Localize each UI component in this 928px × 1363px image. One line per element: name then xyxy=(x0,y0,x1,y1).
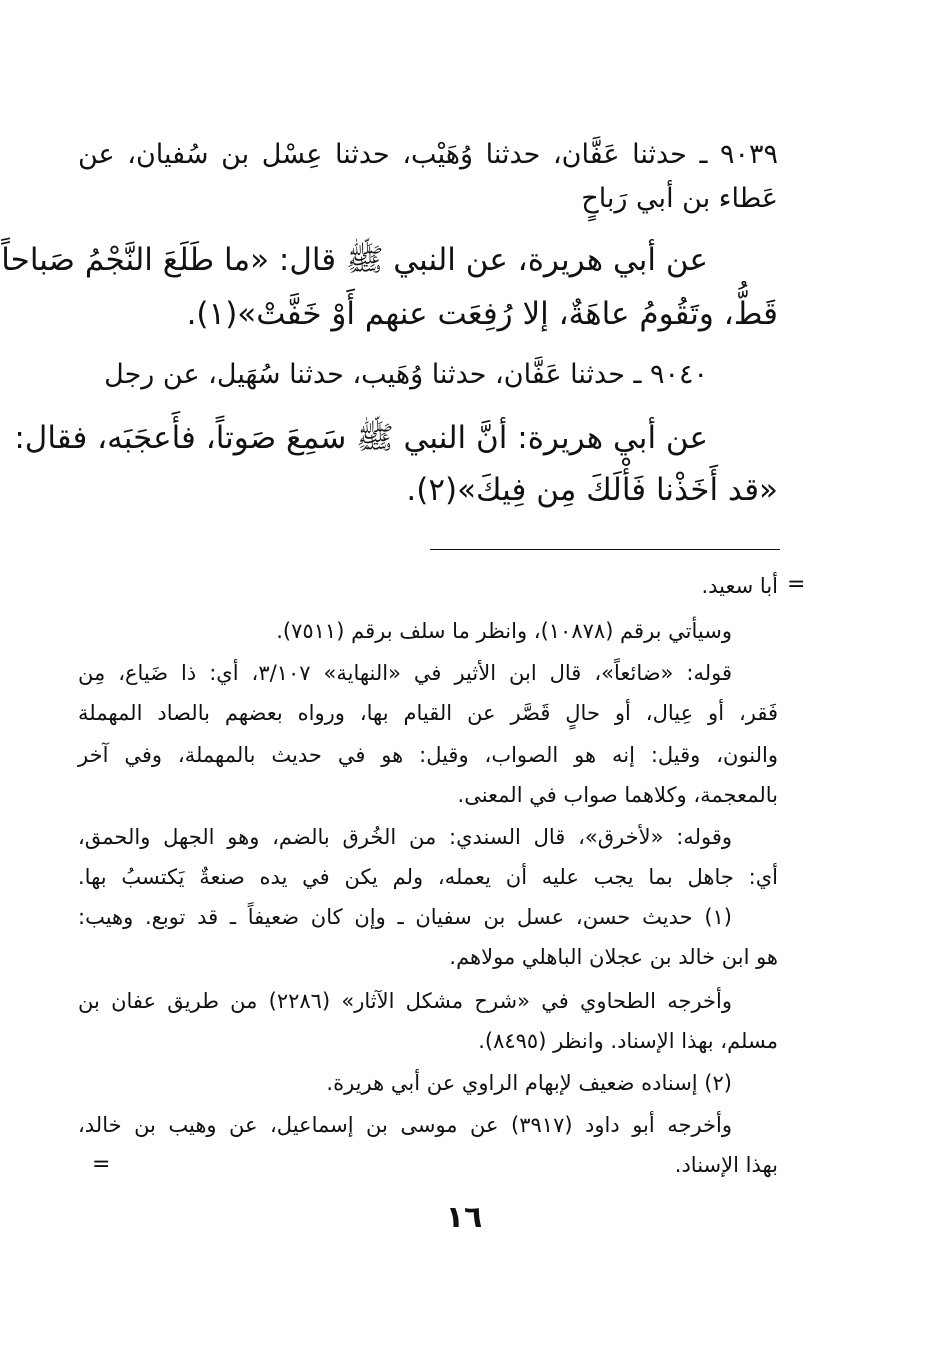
hadith-9039-matn-line1: عن أبي هريرة، عن النبي ﷺ قال: «ما طَلَعَ النَّجْمُ صَباحاً xyxy=(1,242,708,278)
footnote-line: والنون، وقيل: إنه هو الصواب، وقيل: هو في حديث بالمهملة، وفي آخر xyxy=(78,743,778,767)
footnote-line: قوله: «ضائعاً»، قال ابن الأثير في «النهاية» ٣/١٠٧، أي: ذا ضَياع، مِن xyxy=(78,661,732,685)
footnote-line: أبا سعيد. xyxy=(701,574,778,598)
footnote-line: أي: جاهل بما يجب عليه أن يعمله، ولم يكن في يده صنعةٌ يَكتسبُ بها. xyxy=(78,865,778,889)
footnote-line: وأخرجه الطحاوي في «شرح مشكل الآثار» (٢٢٨٦) من طريق عفان بن xyxy=(78,989,733,1013)
footnote-line: بالمعجمة، وكلاهما صواب في المعنى. xyxy=(457,783,778,807)
hadith-9040-matn-line2: «قد أَخَذْنا فَأْلَكَ مِن فِيكَ»(٢). xyxy=(406,472,778,508)
footnote-line: بهذا الإسناد. xyxy=(674,1153,778,1177)
footnote-separator xyxy=(430,549,780,550)
footnote-line: (١) حديث حسن، عسل بن سفيان ـ وإن كان ضعيفاً ـ قد توبع. وهيب: xyxy=(78,905,732,929)
hadith-9039-matn-line2: قَطُّ، وتَقُومُ عاهَةٌ، إلا رُفِعَت عنهم أَوْ خَفَّتْ»(١). xyxy=(186,296,778,332)
footnote-end-mark: = xyxy=(92,1152,111,1177)
page-body xyxy=(1,0,778,1363)
footnote-continuation-mark: = xyxy=(787,572,806,597)
footnote-line: وأخرجه أبو داود (٣٩١٧) عن موسى بن إسماعيل، عن وهيب بن خالد، xyxy=(78,1113,732,1137)
footnote-line: فَقر، أو عِيال، أو حالٍ قَصَّر عن القيام بها، ورواه بعضهم بالصاد المهملة xyxy=(78,701,778,725)
footnote-line: وسيأتي برقم (١٠٨٧٨)، وانظر ما سلف برقم (٧٥١١). xyxy=(276,619,732,643)
footnote-line: مسلم، بهذا الإسناد. وانظر (٨٤٩٥). xyxy=(478,1029,778,1053)
footnote-line: (٢) إسناده ضعيف لإبهام الراوي عن أبي هريرة. xyxy=(326,1071,732,1095)
footnote-line: وقوله: «لأخرق»، قال السندي: من الخُرق بالضم، وهو الجهل والحمق، xyxy=(78,825,732,849)
page-number: ١٦ xyxy=(445,1200,483,1235)
hadith-9040-matn-line1: عن أبي هريرة: أنَّ النبي ﷺ سَمِعَ صَوتاً، فأَعجَبَه، فقال: xyxy=(14,420,708,456)
hadith-9040-isnad-line1: ٩٠٤٠ ـ حدثنا عَفَّان، حدثنا وُهَيب، حدثنا سُهَيل، عن رجل xyxy=(104,359,708,390)
hadith-9039-isnad-line2: عَطاء بن أبي رَباحٍ xyxy=(581,183,778,214)
hadith-9039-isnad-line1: ٩٠٣٩ ـ حدثنا عَفَّان، حدثنا وُهَيْب، حدثنا عِسْل بن سُفيان، عن xyxy=(78,139,778,170)
footnote-line: هو ابن خالد بن عجلان الباهلي مولاهم. xyxy=(449,945,778,969)
